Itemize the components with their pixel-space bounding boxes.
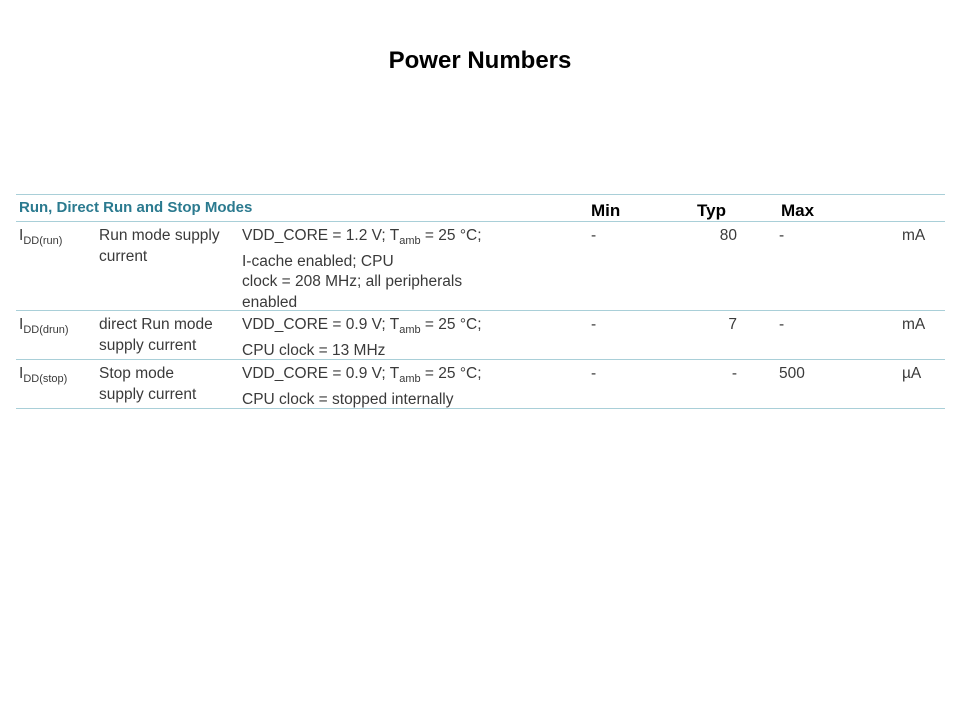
unit-value: mA	[902, 316, 926, 333]
typ-value: -	[731, 365, 737, 382]
section-title: Run, Direct Run and Stop Modes	[19, 199, 253, 216]
parameter-cell: direct Run mode supply current	[99, 316, 213, 354]
max-value: 500	[779, 365, 805, 382]
typ-value: 80	[719, 227, 737, 244]
min-value: -	[591, 227, 597, 244]
column-header-typ: Typ	[697, 201, 726, 220]
unit-value: µA	[902, 365, 922, 382]
parameter-cell: Run mode supply current	[99, 227, 220, 265]
symbol-cell: $I_{DD(drun)}$	[19, 316, 69, 336]
power-spec-table	[16, 194, 945, 409]
condition-cell: VDD_CORE = 0.9 V; $T_{amb} = 25$ °C; CPU clock = stopped internally	[242, 365, 482, 408]
symbol-cell: $I_{DD(stop)}$	[19, 365, 68, 385]
table-row	[16, 222, 945, 311]
symbol-cell: $I_{DD(run)}$	[19, 227, 63, 247]
column-header-min: Min	[591, 201, 621, 220]
table-row	[16, 311, 945, 360]
min-value: -	[591, 365, 597, 382]
typ-value: 7	[728, 316, 737, 333]
condition-cell: VDD_CORE = 1.2 V; $T_{amb} = 25$ °C; I-cache enabled; CPU clock = 208 MHz; all peripherals enabled	[242, 227, 482, 311]
table-header-row	[16, 194, 945, 222]
slide-title: Power Numbers	[388, 47, 572, 74]
unit-value: mA	[902, 227, 926, 244]
max-value: -	[779, 316, 785, 333]
column-header-max: Max	[781, 201, 815, 220]
table-row	[16, 360, 945, 409]
min-value: -	[591, 316, 597, 333]
condition-cell: VDD_CORE = 0.9 V; $T_{amb} = 25$ °C; CPU clock = 13 MHz	[242, 316, 482, 359]
max-value: -	[779, 227, 785, 244]
parameter-cell: Stop mode supply current	[99, 365, 197, 403]
